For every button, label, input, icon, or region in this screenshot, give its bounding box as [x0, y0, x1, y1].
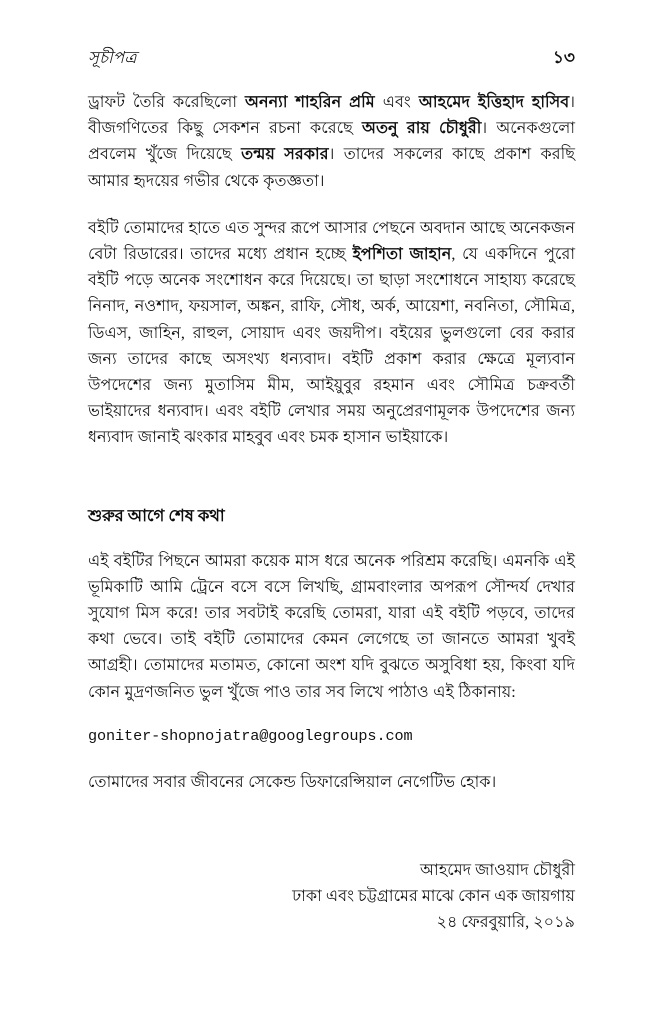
para1-segment-4: । অনেকগুলো প্রবলেম খুঁজে দিয়েছে	[88, 120, 575, 164]
contributor-name-tanmoy: তন্ময় সরকার	[241, 146, 329, 164]
contributor-name-ipshita: ইপশিতা জাহান	[352, 246, 452, 264]
para1-segment-3: । বীজগণিতের কিছু সেকশন রচনা করেছে	[88, 94, 575, 138]
para1-segment-1: ড্রাফট তৈরি করেছিলো	[88, 94, 246, 111]
running-header	[88, 45, 575, 71]
signature-date: ২৪ ফেরবুয়ারি, ২০১৯	[436, 914, 575, 932]
signature-author-name: আহমেদ জাওয়াদ চৌধুরী	[420, 862, 575, 880]
para2-segment-2: , যে একদিনে পুরো বইটি পড়ে অনেক সংশোধন করে দিয়েছে। তা ছাড়া সংশোধনে সাহায্য করেছে নিনাদ, নওশাদ, ফয়সাল, অঙ্কন, রাফি, সৌধ, অর্ক, আয়েশা, নবনিতা, সৌমিত্র, ডিএস, জাহিন, রাহুল, সোয়াদ এবং জয়দীপ। বইয়ের ভুলগুলো বের করার জন্য তাদের কাছে অসংখ্য ধন্যবাদ। বইটি প্রকাশ করার ক্ষেত্রে মূল্যবান উপদেশের জন্য মুতাসিম মীম, আইয়ুবুর রহমান এবং সৌমিত্র চক্রবর্তী ভাইয়াদের ধন্যবাদ। এবং বইটি লেখার সময় অনুপ্রেরণামূলক উপদেশের জন্য ধন্যবাদ জানাই ঝংকার মাহবুব এবং চমক হাসান ভাইয়াকে।	[88, 246, 576, 447]
contributor-name-atanu: অতনু রায় চৌধুরী	[362, 120, 482, 138]
page-content-column	[88, 0, 575, 937]
contributor-name-ahmed-ittihad: আহমেদ ইত্তিহাদ হাসিব	[418, 94, 570, 111]
paragraph-acknowledgements	[88, 90, 575, 195]
para1-segment-2: এবং	[374, 94, 419, 111]
page-number: ১৩	[552, 48, 575, 67]
running-header-title: সূচীপত্র	[88, 48, 137, 67]
contact-email-address[interactable]: goniter-shopnojatra@googlegroups.com	[88, 726, 413, 745]
paragraph-beta-readers	[88, 216, 575, 452]
contributor-name-ananya: অনন্যা শাহরিন প্রমি	[245, 94, 375, 111]
signature-location: ঢাকা এবং চট্টগ্রামের মাঝে কোন এক জায়গায়	[292, 888, 575, 906]
paragraph-closing-note: এই বইটির পিছনে আমরা কয়েক মাস ধরে অনেক পরিশ্রম করেছি। এমনকি এই ভূমিকাটি আমি ট্রেনে বসে বসে লিখছি, গ্রামবাংলার অপরূপ সৌন্দর্য দেখার সুযোগ মিস করে! তার সবটাই করেছি তোমরা, যারা এই বইটি পড়বে, তাদের কথা ভেবে। তাই বইটি তোমাদের কেমন লেগেছে তা জানতে আমরা খুবই আগ্রহী। তোমাদের মতামত, কোনো অংশ যদি বুঝতে অসুবিধা হয়, কিংবা যদি কোন মুদ্রণজনিত ভুল খুঁজে পাও তার সব লিখে পাঠাও এই ঠিকানায়:	[88, 552, 575, 701]
section-heading-last-words: শুরুর আগে শেষ কথা	[88, 505, 225, 525]
paragraph-farewell-line: তোমাদের সবার জীবনের সেকেন্ড ডিফারেন্সিয়াল নেগেটিভ হোক।	[88, 773, 497, 791]
para2-segment-1: বইটি তোমাদের হাতে এত সুন্দর রূপে আসার পেছনে অবদান আছে অনেকজন বেটা রিডারের। তাদের মধ্যে প্রধান হচ্ছে	[88, 219, 575, 264]
para1-segment-5: । তাদের সকলের কাছে প্রকাশ করছি আমার হৃদয়ের গভীর থেকে কৃতজ্ঞতা।	[88, 146, 576, 190]
signature-block	[88, 858, 575, 937]
